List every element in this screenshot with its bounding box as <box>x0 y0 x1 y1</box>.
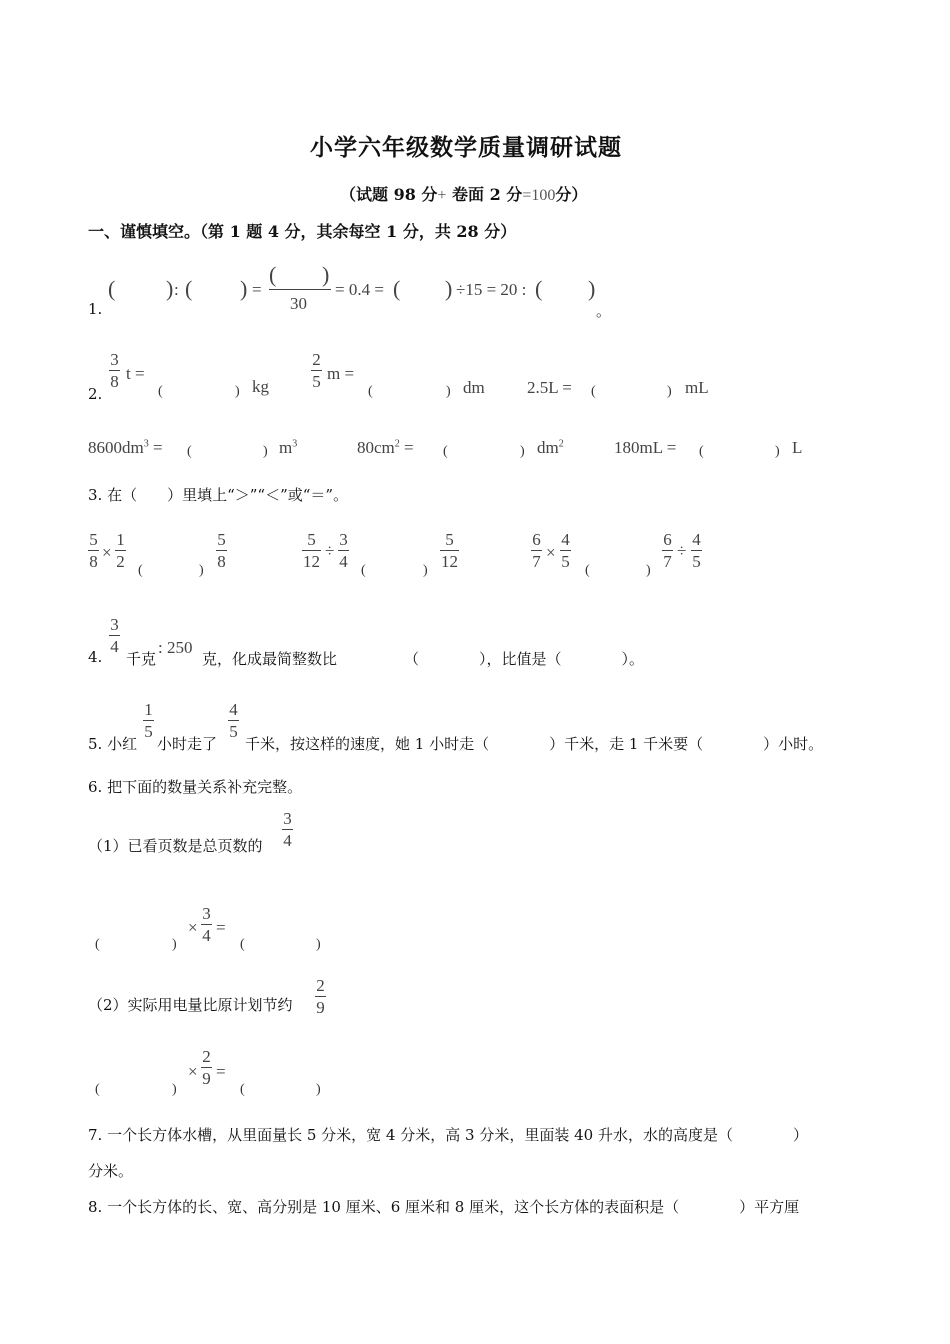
q3-instruction: 3. 在（ ）里填上“＞”“＜”或“＝”。 <box>88 486 349 504</box>
q2-blank-4-open: ( <box>187 444 192 459</box>
q2-unit-dm: dm <box>463 378 485 397</box>
q2-unit-ml: mL <box>685 378 709 397</box>
q2-area: $80cm^2$ = <box>357 438 414 457</box>
q2-blank-2-close: ) <box>446 384 451 399</box>
q6-sub-1-fraction: 3 4 <box>283 809 292 850</box>
q3-p3-blank-open: ( <box>585 563 590 578</box>
q6-eq2-blank-1-open: ( <box>95 1082 100 1097</box>
q6-eq1-blank-2-close: ) <box>316 937 321 952</box>
subtitle-part-b: 卷面 2 分 <box>446 185 523 204</box>
q1-blank-1-open: ( <box>108 276 116 301</box>
q3-p2-div: ÷ <box>325 541 335 560</box>
q5-text-a: 5. 小红 <box>88 735 138 753</box>
q3-p1-blank-close: ) <box>199 563 204 578</box>
q3-p1-frac-b: 1 2 <box>116 530 125 571</box>
q3-p3-times: × <box>546 543 556 562</box>
q1-end-mark: 。 <box>596 302 612 320</box>
q6-eq1-times: × <box>188 918 198 937</box>
q2-blank-6-open: ( <box>699 444 704 459</box>
q6-instruction: 6. 把下面的数量关系补充完整。 <box>88 778 303 796</box>
q2-volume: $8600dm^3$ = <box>88 438 163 457</box>
q1-colon: : <box>174 280 179 299</box>
q3-p3-frac-b: 4 5 <box>561 530 570 571</box>
q2-blank-2-open: ( <box>368 384 373 399</box>
q3-p2-blank-open: ( <box>361 563 366 578</box>
q2-blank-1-open: ( <box>158 384 163 399</box>
q6-eq2-times: × <box>188 1062 198 1081</box>
subtitle-part-c: 分） <box>555 185 588 204</box>
q8-line-1: 8. 一个长方体的长、宽、高分别是 10 厘米、6 厘米和 8 厘米，这个长方体的表面积是（ ）平方厘 <box>88 1198 800 1216</box>
q4-colon: : <box>158 638 163 657</box>
q6-eq1-blank-1-close: ) <box>172 937 177 952</box>
q5-fraction-4-5: 4 5 <box>229 700 238 741</box>
q5-text-c: 千米，按这样的速度，她 1 小时走（ ）千米，走 1 千米要（ ）小时。 <box>245 735 824 753</box>
q1-value-04: = 0.4 = <box>335 280 384 299</box>
q2-blank-5-close: ) <box>520 444 525 459</box>
q3-p2-frac-a: 5 12 <box>303 530 320 571</box>
q2-blank-3-close: ) <box>667 384 672 399</box>
q2-fraction-3-8: 3 8 <box>110 350 119 391</box>
q3-p3-blank-close: ) <box>646 563 651 578</box>
q1-frac-close: ) <box>322 262 330 287</box>
q3-p2-blank-close: ) <box>423 563 428 578</box>
q6-eq2-blank-1-close: ) <box>172 1082 177 1097</box>
q1-blank-2-close: ) <box>240 276 248 301</box>
q7-line-2: 分米。 <box>88 1162 134 1180</box>
subtitle-total: 100 <box>531 187 556 204</box>
q3-p1-frac-a: 5 8 <box>89 530 98 571</box>
q2-blank-4-close: ) <box>263 444 268 459</box>
q4-blanks: （ ），比值是（ ）。 <box>404 650 645 668</box>
q1-frac-open: ( <box>269 262 277 287</box>
subtitle-eq: = <box>522 187 532 204</box>
score-subtitle <box>340 182 587 205</box>
q2-unit-L: L <box>792 438 803 457</box>
q3-p4-frac-a: 6 7 <box>663 530 672 571</box>
q6-eq2-fraction: 2 9 <box>202 1047 211 1088</box>
q7-line-1: 7. 一个长方体水槽，从里面量长 5 分米，宽 4 分米，高 3 分米，里面装 40 升水，水的高度是（ ） <box>88 1126 808 1144</box>
q3-p2-frac-c: 5 12 <box>441 530 458 571</box>
q2-fraction-2-5: 2 5 <box>312 350 321 391</box>
q2-unit-m3: $m^3$ <box>279 438 298 457</box>
q1-value-div: ÷15 = 20 : <box>456 280 527 299</box>
q1-blank-3-close: ) <box>445 276 453 301</box>
q1-eq: = <box>252 280 262 299</box>
page-title: 小学六年级数学质量调研试题 <box>310 134 622 161</box>
q6-eq1-blank-1-open: ( <box>95 937 100 952</box>
q2-number: 2. <box>88 385 103 403</box>
q1-number: 1. <box>88 300 103 318</box>
q1-blank-2-open: ( <box>185 276 193 301</box>
q2-liters: 2.5L = <box>527 378 572 397</box>
q4-unit-kg: 千克 <box>126 650 157 668</box>
q6-eq2-blank-2-open: ( <box>240 1082 245 1097</box>
q3-p1-blank-open: ( <box>138 563 143 578</box>
q6-eq2-blank-2-close: ) <box>316 1082 321 1097</box>
q6-sub-2-fraction: 2 9 <box>316 976 325 1017</box>
q1-blank-3-open: ( <box>393 276 401 301</box>
q4-number: 4. <box>88 648 103 666</box>
q6-sub-2: （2）实际用电量比原计划节约 <box>88 996 293 1014</box>
q2-milliliters: 180mL = <box>614 438 677 457</box>
q6-eq1-fraction: 3 4 <box>202 904 211 945</box>
q1-fraction-bar <box>269 289 331 290</box>
q2-blank-1-close: ) <box>235 384 240 399</box>
q3-p1-times: × <box>102 543 112 562</box>
q4-value-250: 250 <box>167 638 193 657</box>
q3-p4-div: ÷ <box>677 541 687 560</box>
subtitle-plus: + <box>437 187 447 204</box>
q3-p3-frac-a: 6 7 <box>532 530 541 571</box>
q2-unit-kg: kg <box>252 377 269 396</box>
q3-p4-frac-b: 4 5 <box>692 530 701 571</box>
q5-fraction-1-5: 1 5 <box>144 700 153 741</box>
q2-blank-5-open: ( <box>443 444 448 459</box>
q4-fraction-3-4: 3 4 <box>110 615 119 656</box>
q2-unit-m: m = <box>327 364 355 383</box>
q2-blank-6-close: ) <box>775 444 780 459</box>
q5-text-b: 小时走了 <box>157 735 218 753</box>
q1-blank-4-close: ) <box>588 276 596 301</box>
q3-p2-frac-b: 3 4 <box>339 530 348 571</box>
q2-unit-dm2: $dm^2$ <box>537 438 564 457</box>
q6-eq1-eq: = <box>216 918 226 937</box>
q4-text: 克，化成最简整数比 <box>202 650 338 668</box>
q6-eq1-blank-2-open: ( <box>240 937 245 952</box>
q1-blank-1-close: ) <box>166 276 174 301</box>
q2-blank-3-open: ( <box>591 384 596 399</box>
q1-blank-4-open: ( <box>535 276 543 301</box>
q6-eq2-eq: = <box>216 1062 226 1081</box>
subtitle-part-a: （试题 98 分 <box>340 185 438 204</box>
q2-unit-t: t = <box>126 364 145 383</box>
q6-sub-1: （1）已看页数是总页数的 <box>88 837 263 855</box>
q3-p1-frac-c: 5 8 <box>217 530 226 571</box>
section-1-heading: 一、谨慎填空。（第 1 题 4 分，其余每空 1 分，共 28 分） <box>88 222 517 241</box>
q1-denominator: 30 <box>290 294 307 313</box>
